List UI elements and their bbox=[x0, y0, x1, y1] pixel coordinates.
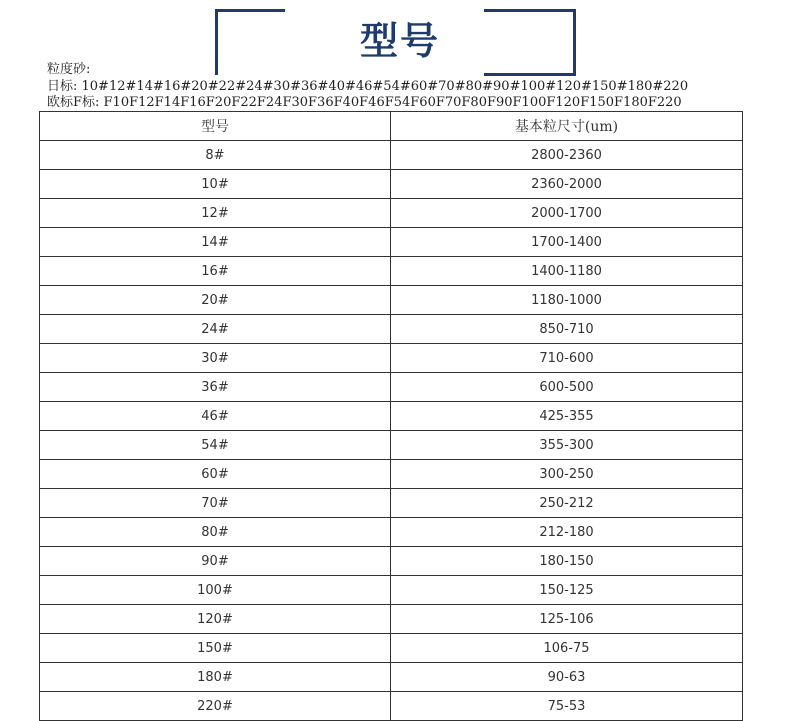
model-cell: 90# bbox=[40, 547, 391, 576]
model-cell: 30# bbox=[40, 344, 391, 373]
size-cell: 75-53 bbox=[391, 692, 743, 721]
size-cell: 250-212 bbox=[391, 489, 743, 518]
model-cell: 10# bbox=[40, 170, 391, 199]
size-cell: 1700-1400 bbox=[391, 228, 743, 257]
model-cell: 180# bbox=[40, 663, 391, 692]
table-row bbox=[40, 489, 743, 518]
fepa-standard-line: 欧标F标: F10F12F14F16F20F22F24F30F36F40F46F54F60F70F80F90F100F120F150F180F220 bbox=[47, 95, 682, 110]
table-row bbox=[40, 576, 743, 605]
model-cell: 14# bbox=[40, 228, 391, 257]
table-row bbox=[40, 634, 743, 663]
table-row bbox=[40, 257, 743, 286]
model-cell: 8# bbox=[40, 141, 391, 170]
grit-sand-label: 粒度砂: bbox=[47, 62, 91, 77]
model-cell: 46# bbox=[40, 402, 391, 431]
size-cell: 125-106 bbox=[391, 605, 743, 634]
table-row bbox=[40, 315, 743, 344]
table-row bbox=[40, 431, 743, 460]
model-cell: 100# bbox=[40, 576, 391, 605]
size-cell: 106-75 bbox=[391, 634, 743, 663]
table-row bbox=[40, 286, 743, 315]
jis-standard-line: 日标: 10#12#14#16#20#22#24#30#36#40#46#54#60#70#80#90#100#120#150#180#220 bbox=[47, 79, 689, 94]
page-title: 型号 bbox=[359, 19, 440, 63]
size-cell: 150-125 bbox=[391, 576, 743, 605]
model-cell: 150# bbox=[40, 634, 391, 663]
size-cell: 2000-1700 bbox=[391, 199, 743, 228]
model-cell: 220# bbox=[40, 692, 391, 721]
model-cell: 54# bbox=[40, 431, 391, 460]
table-row bbox=[40, 199, 743, 228]
size-cell: 90-63 bbox=[391, 663, 743, 692]
header-particle-size: 基本粒尺寸(um) bbox=[391, 112, 743, 141]
size-cell: 425-355 bbox=[391, 402, 743, 431]
size-cell: 850-710 bbox=[391, 315, 743, 344]
table-row bbox=[40, 692, 743, 721]
size-cell: 180-150 bbox=[391, 547, 743, 576]
table-row bbox=[40, 141, 743, 170]
table-row bbox=[40, 663, 743, 692]
model-cell: 70# bbox=[40, 489, 391, 518]
table-row bbox=[40, 170, 743, 199]
model-cell: 20# bbox=[40, 286, 391, 315]
size-cell: 300-250 bbox=[391, 460, 743, 489]
table-row bbox=[40, 228, 743, 257]
table-header-row bbox=[40, 112, 743, 141]
size-cell: 212-180 bbox=[391, 518, 743, 547]
table-row bbox=[40, 373, 743, 402]
model-cell: 16# bbox=[40, 257, 391, 286]
size-cell: 2360-2000 bbox=[391, 170, 743, 199]
table-row bbox=[40, 344, 743, 373]
table-row bbox=[40, 460, 743, 489]
size-cell: 1180-1000 bbox=[391, 286, 743, 315]
model-cell: 12# bbox=[40, 199, 391, 228]
size-cell: 2800-2360 bbox=[391, 141, 743, 170]
model-cell: 120# bbox=[40, 605, 391, 634]
title-frame-left bbox=[215, 9, 285, 75]
grit-size-table bbox=[39, 111, 743, 721]
model-cell: 60# bbox=[40, 460, 391, 489]
model-cell: 80# bbox=[40, 518, 391, 547]
size-cell: 355-300 bbox=[391, 431, 743, 460]
size-cell: 600-500 bbox=[391, 373, 743, 402]
header-model: 型号 bbox=[40, 112, 391, 141]
size-cell: 710-600 bbox=[391, 344, 743, 373]
model-cell: 36# bbox=[40, 373, 391, 402]
table-row bbox=[40, 402, 743, 431]
table-row bbox=[40, 518, 743, 547]
model-cell: 24# bbox=[40, 315, 391, 344]
table-row bbox=[40, 605, 743, 634]
table-row bbox=[40, 547, 743, 576]
size-cell: 1400-1180 bbox=[391, 257, 743, 286]
